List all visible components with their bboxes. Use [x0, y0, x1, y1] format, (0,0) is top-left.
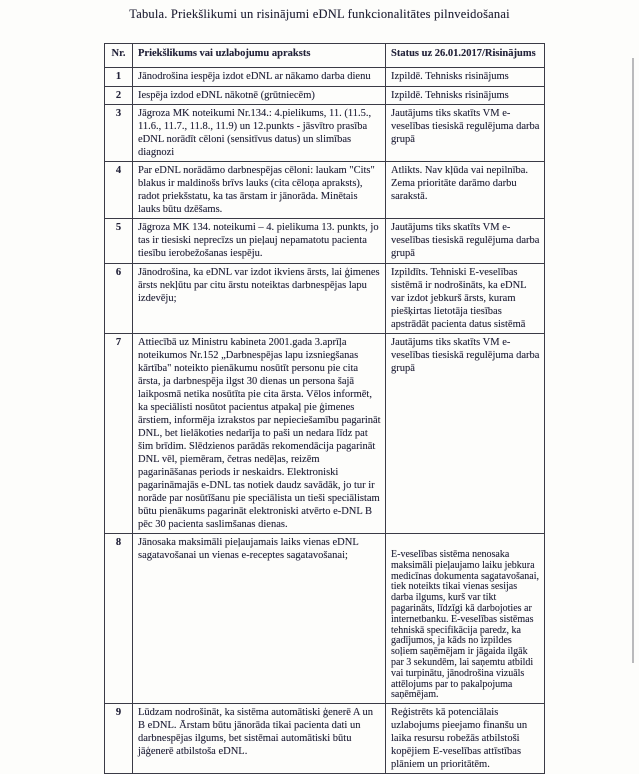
row-number: 1 — [105, 68, 133, 87]
status-cell: Atlikts. Nav kļūda vai nepilnība. Zema prioritāte darāmo darbu sarakstā. — [386, 162, 545, 219]
status-cell: Izpildīts. Tehniski E-veselības sistēmā ir nodrošināts, ka eDNL var izdot jebkurš ārsts, kuram piešķirtas lietotāja tiesības apstrādāt pacienta datus sistēmā — [386, 264, 545, 334]
row-number: 2 — [105, 87, 133, 105]
proposal-cell: Jānodrošina iespēja izdot eDNL ar nākamo darba dienu — [133, 68, 386, 87]
proposal-cell: Jānosaka maksimāli pieļaujamais laiks vienas eDNL sagatavošanai un vienas e-receptes sagatavošanai; — [133, 534, 386, 704]
row-number: 8 — [105, 534, 133, 704]
status-cell: Jautājums tiks skatīts VM e-veselības tiesiskā regulējuma darba grupā — [386, 334, 545, 534]
row-number: 7 — [105, 334, 133, 534]
status-cell: Izpildē. Tehnisks risinājums — [386, 87, 545, 105]
status-cell: Jautājums tiks skatīts VM e-veselības tiesiskā regulējuma darba grupā — [386, 105, 545, 162]
status-cell: Reģistrēts kā potenciālais uzlabojums pieejamo finanšu un laika resursu robežās atbilstoši kopējiem E-veselības attīstības plāniem un prioritātēm. — [386, 704, 545, 774]
scan-edge-artifact — [632, 58, 634, 663]
proposal-cell: Jāgroza MK 134. noteikumi – 4. pielikuma 13. punkts, jo tas ir tiesiski neprecīzs un pieļauj nepamatotu pacienta tiesību ierobežošanas iespēju. — [133, 219, 386, 264]
document-title: Tabula. Priekšlikumi un risinājumi eDNL funkcionalitātes pilnveidošanai — [129, 7, 510, 21]
header-proposal: Priekšlikums vai uzlabojumu apraksts — [133, 44, 386, 68]
table-row — [105, 534, 545, 704]
proposal-cell: Iespēja izdod eDNL nākotnē (grūtniecēm) — [133, 87, 386, 105]
header-nr: Nr. — [105, 44, 133, 68]
table-row — [105, 68, 545, 87]
row-number: 5 — [105, 219, 133, 264]
table-header-row — [105, 44, 545, 68]
proposal-cell: Jānodrošina, ka eDNL var izdot ikviens ārsts, lai ģimenes ārsts nekļūtu par citu ārstu noteiktas darbnespējas lapu izdevēju; — [133, 264, 386, 334]
status-cell: E-veselības sistēma nenosaka maksimāli pieļaujamo laiku jebkura medicīnas dokumenta sagatavošanai, tiek noteikts tikai vienas sesijas darba ilgums, kurš var tikt pagarināts, līdzīgi kā darbojoties ar internetbanku. E-veselības sistēmas tehniskā specifikācija paredz, ka gadījumos, ja kāds no izpildes soļiem saņēmējam ir jāgaida ilgāk par 3 sekundēm, lai saņemtu atbildi vai turpinātu, jānodrošina vizuāls attēlojums par to pakalpojuma saņēmējam. — [386, 534, 545, 704]
status-cell: Izpildē. Tehnisks risinājums — [386, 68, 545, 87]
proposal-cell: Lūdzam nodrošināt, ka sistēma automātiski ģenerē A un B eDNL. Ārstam būtu jānorāda tikai pacienta dati un darbnespējas ilgums, bet sistēmai automātiski būtu jāģenerē atbilstoša eDNL. — [133, 704, 386, 774]
row-number: 6 — [105, 264, 133, 334]
table-row — [105, 264, 545, 334]
table-row — [105, 704, 545, 774]
row-number: 9 — [105, 704, 133, 774]
table-row — [105, 219, 545, 264]
proposal-cell: Attiecībā uz Ministru kabineta 2001.gada 3.aprīļa noteikumos Nr.152 „Darbnespējas lapu izsniegšanas kārtība" noteikto pienākumu nosūtīt personu pie cita ārsta, ja darbnespēja ilgst 30 dienas un persona šajā laikposmā netika nosūtīta pie cita ārsta. Vēlos informēt, ka speciālisti nosūtot pacientus atpakaļ pie ģimenes ārstiem, informēja izrakstos par nepieciešamību pagarināt DNL, bet lielākoties nedarīja to paši un nedara līdz pat šim brīdim. Slēdzienos parādās rekomendācija pagarināt DNL vēl, piemēram, četras nedēļas, reizēm pagarināšanas periods ir neskaidrs. Elektroniski pagarināmajās e-DNL tas notiek daudz savādāk, jo tur ir norāde par nosūtīšanu pie speciālista un tieši speciālistam būtu pienākums pagarināt elektroniski atvērto e-DNL B pēc 30 pacienta saslimšanas dienas. — [133, 334, 386, 534]
proposals-table — [104, 43, 545, 774]
row-number: 3 — [105, 105, 133, 162]
table-row — [105, 87, 545, 105]
status-cell: Jautājums tiks skatīts VM e-veselības tiesiskā regulējuma darba grupā — [386, 219, 545, 264]
header-status: Status uz 26.01.2017/Risinājums — [386, 44, 545, 68]
table-row — [105, 334, 545, 534]
row-number: 4 — [105, 162, 133, 219]
table-row — [105, 162, 545, 219]
proposal-cell: Par eDNL norādāmo darbnespējas cēloni: laukam "Cits" blakus ir maldinošs brīvs lauks (cita cēloņa apraksts), radot priekšstatu, ka tas ārstam ir jānorāda. Minētais lauks būtu dzēšams. — [133, 162, 386, 219]
proposal-cell: Jāgroza MK noteikumi Nr.134.: 4.pielikums, 11. (11.5., 11.6., 11.7., 11.8., 11.9) un 12.punkts - jāsvītro prasība eDNL norādīt cēloni (sensitīvus datus) un slimības diagnozi — [133, 105, 386, 162]
table-row — [105, 105, 545, 162]
